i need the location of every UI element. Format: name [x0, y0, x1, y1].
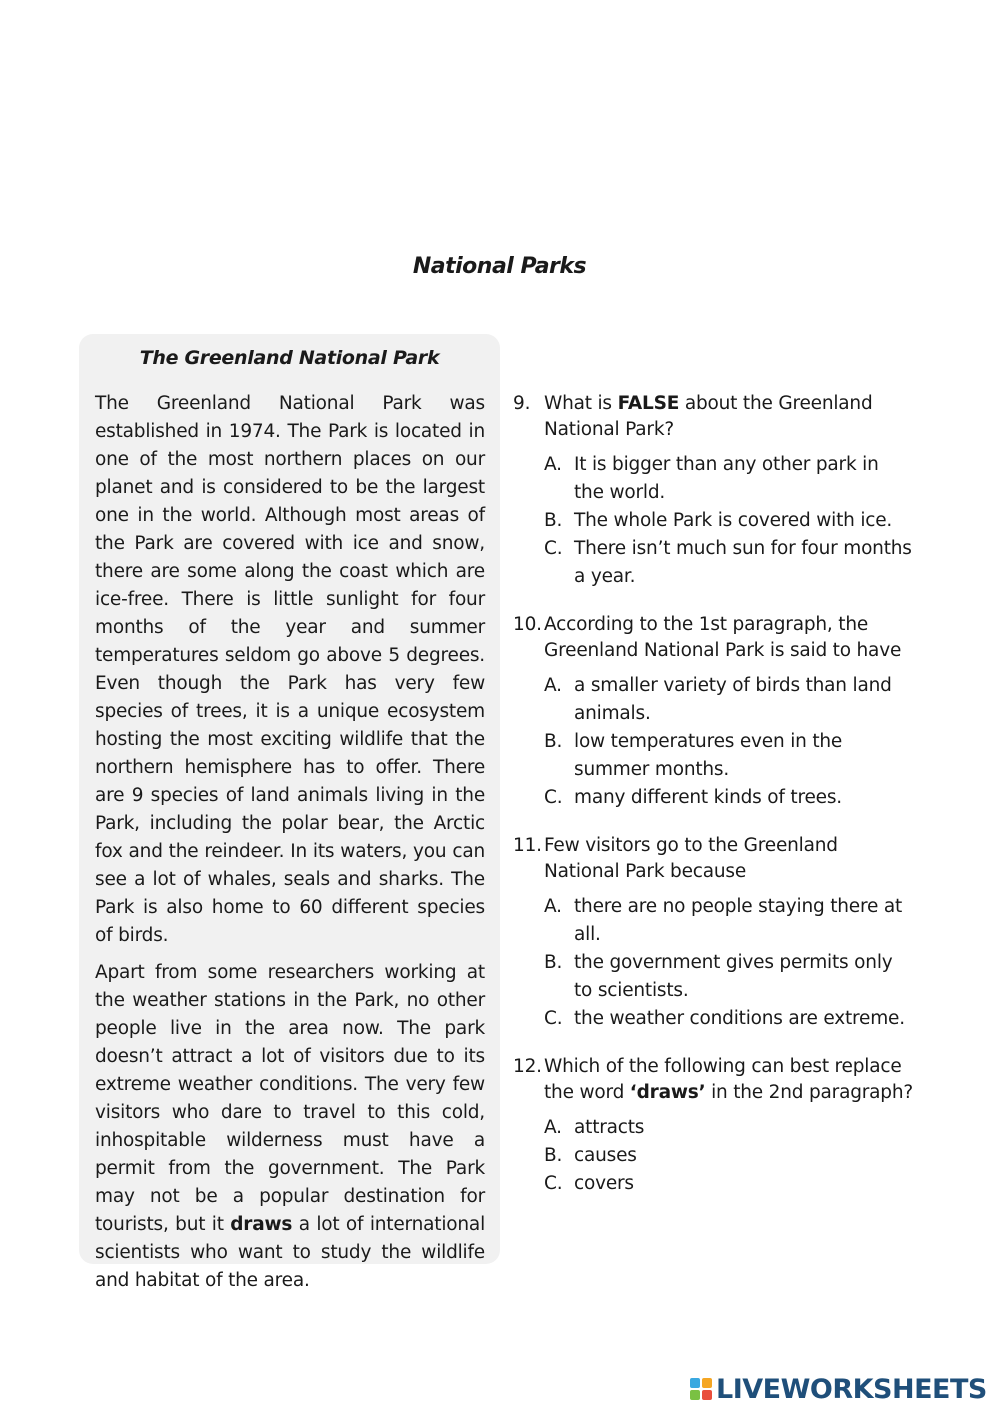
paragraph-2-text-end: a lot of international scientists who want to study the wildlife and habitat of the area.	[95, 1214, 486, 1291]
highlighted-word: draws	[230, 1214, 293, 1235]
option-c[interactable]: C. covers	[544, 1173, 634, 1194]
option-c[interactable]: C. many different kinds of trees.	[544, 787, 842, 808]
option-a[interactable]: A. a smaller variety of birds than land animals.	[544, 675, 892, 724]
liveworksheets-logo	[690, 1372, 987, 1406]
option-c[interactable]: C. the weather conditions are extreme.	[544, 1008, 905, 1029]
option-a[interactable]: A. attracts	[544, 1117, 645, 1138]
question-text: According to the 1st paragraph, the Greenland National Park is said to have	[544, 614, 902, 661]
question-number: 10.	[513, 614, 542, 635]
option-b[interactable]: B. causes	[544, 1145, 637, 1166]
option-b[interactable]: B. the government gives permits only to scientists.	[544, 952, 893, 1001]
option-b[interactable]: B. The whole Park is covered with ice.	[544, 510, 893, 531]
option-a[interactable]: A. It is bigger than any other park in the world.	[544, 454, 879, 503]
passage-text	[95, 390, 485, 1304]
question-text: What is FALSE about the Greenland National Park?	[544, 393, 873, 440]
question-11	[513, 833, 913, 1033]
logo-icon	[690, 1378, 712, 1400]
passage-paragraph-1: The Greenland National Park was established in 1974. The Park is located in one of the most northern places on our planet and is considered to be the largest one in the world. Although most areas of the Park are covered with ice and snow, there are some along the coast which are ice-free. There is little sunlight for four months of the year and summer temperatures seldom go above 5 degrees. Even though the Park has very few species of trees, it is a unique ecosystem hosting the most exciting wildlife that the northern hemisphere has to offer. There are 9 species of land animals living in the Park, including the polar bear, the Arctic fox and the reindeer. In its waters, you can see a lot of whales, seals and sharks. The Park is also home to 60 different species of birds.	[95, 393, 485, 946]
option-c[interactable]: C. There isn’t much sun for four months a year.	[544, 538, 912, 587]
option-a[interactable]: A. there are no people staying there at all.	[544, 896, 903, 945]
paragraph-2-text: Apart from some researchers working at the weather stations in the Park, no other people live in the area now. The park doesn’t attract a lot of visitors due to its extreme weather conditions. The very few visitors who dare to travel to this cold, inhospitable wilderness must have a permit from the government. The Park may not be a popular destination for tourists, but it	[95, 962, 485, 1235]
logo-square-4	[702, 1390, 712, 1400]
question-text: Which of the following can best replace the word ‘draws’ in the 2nd paragraph?	[544, 1056, 913, 1103]
question-number: 11.	[513, 835, 542, 856]
question-12	[513, 1054, 913, 1198]
logo-square-3	[690, 1390, 700, 1400]
passage-title: The Greenland National Park	[139, 347, 440, 369]
question-list	[513, 391, 913, 1219]
page-title: National Parks	[412, 254, 587, 279]
question-number: 9.	[513, 393, 531, 414]
question-text: Few visitors go to the Greenland National Park because	[544, 835, 838, 882]
question-9	[513, 391, 913, 591]
passage-paragraph-2	[95, 959, 485, 1295]
logo-text: LIVEWORKSHEETS	[716, 1373, 987, 1405]
logo-square-1	[690, 1378, 700, 1388]
question-10	[513, 612, 913, 812]
logo-square-2	[702, 1378, 712, 1388]
option-b[interactable]: B. low temperatures even in the summer months.	[544, 731, 843, 780]
question-number: 12.	[513, 1056, 542, 1077]
